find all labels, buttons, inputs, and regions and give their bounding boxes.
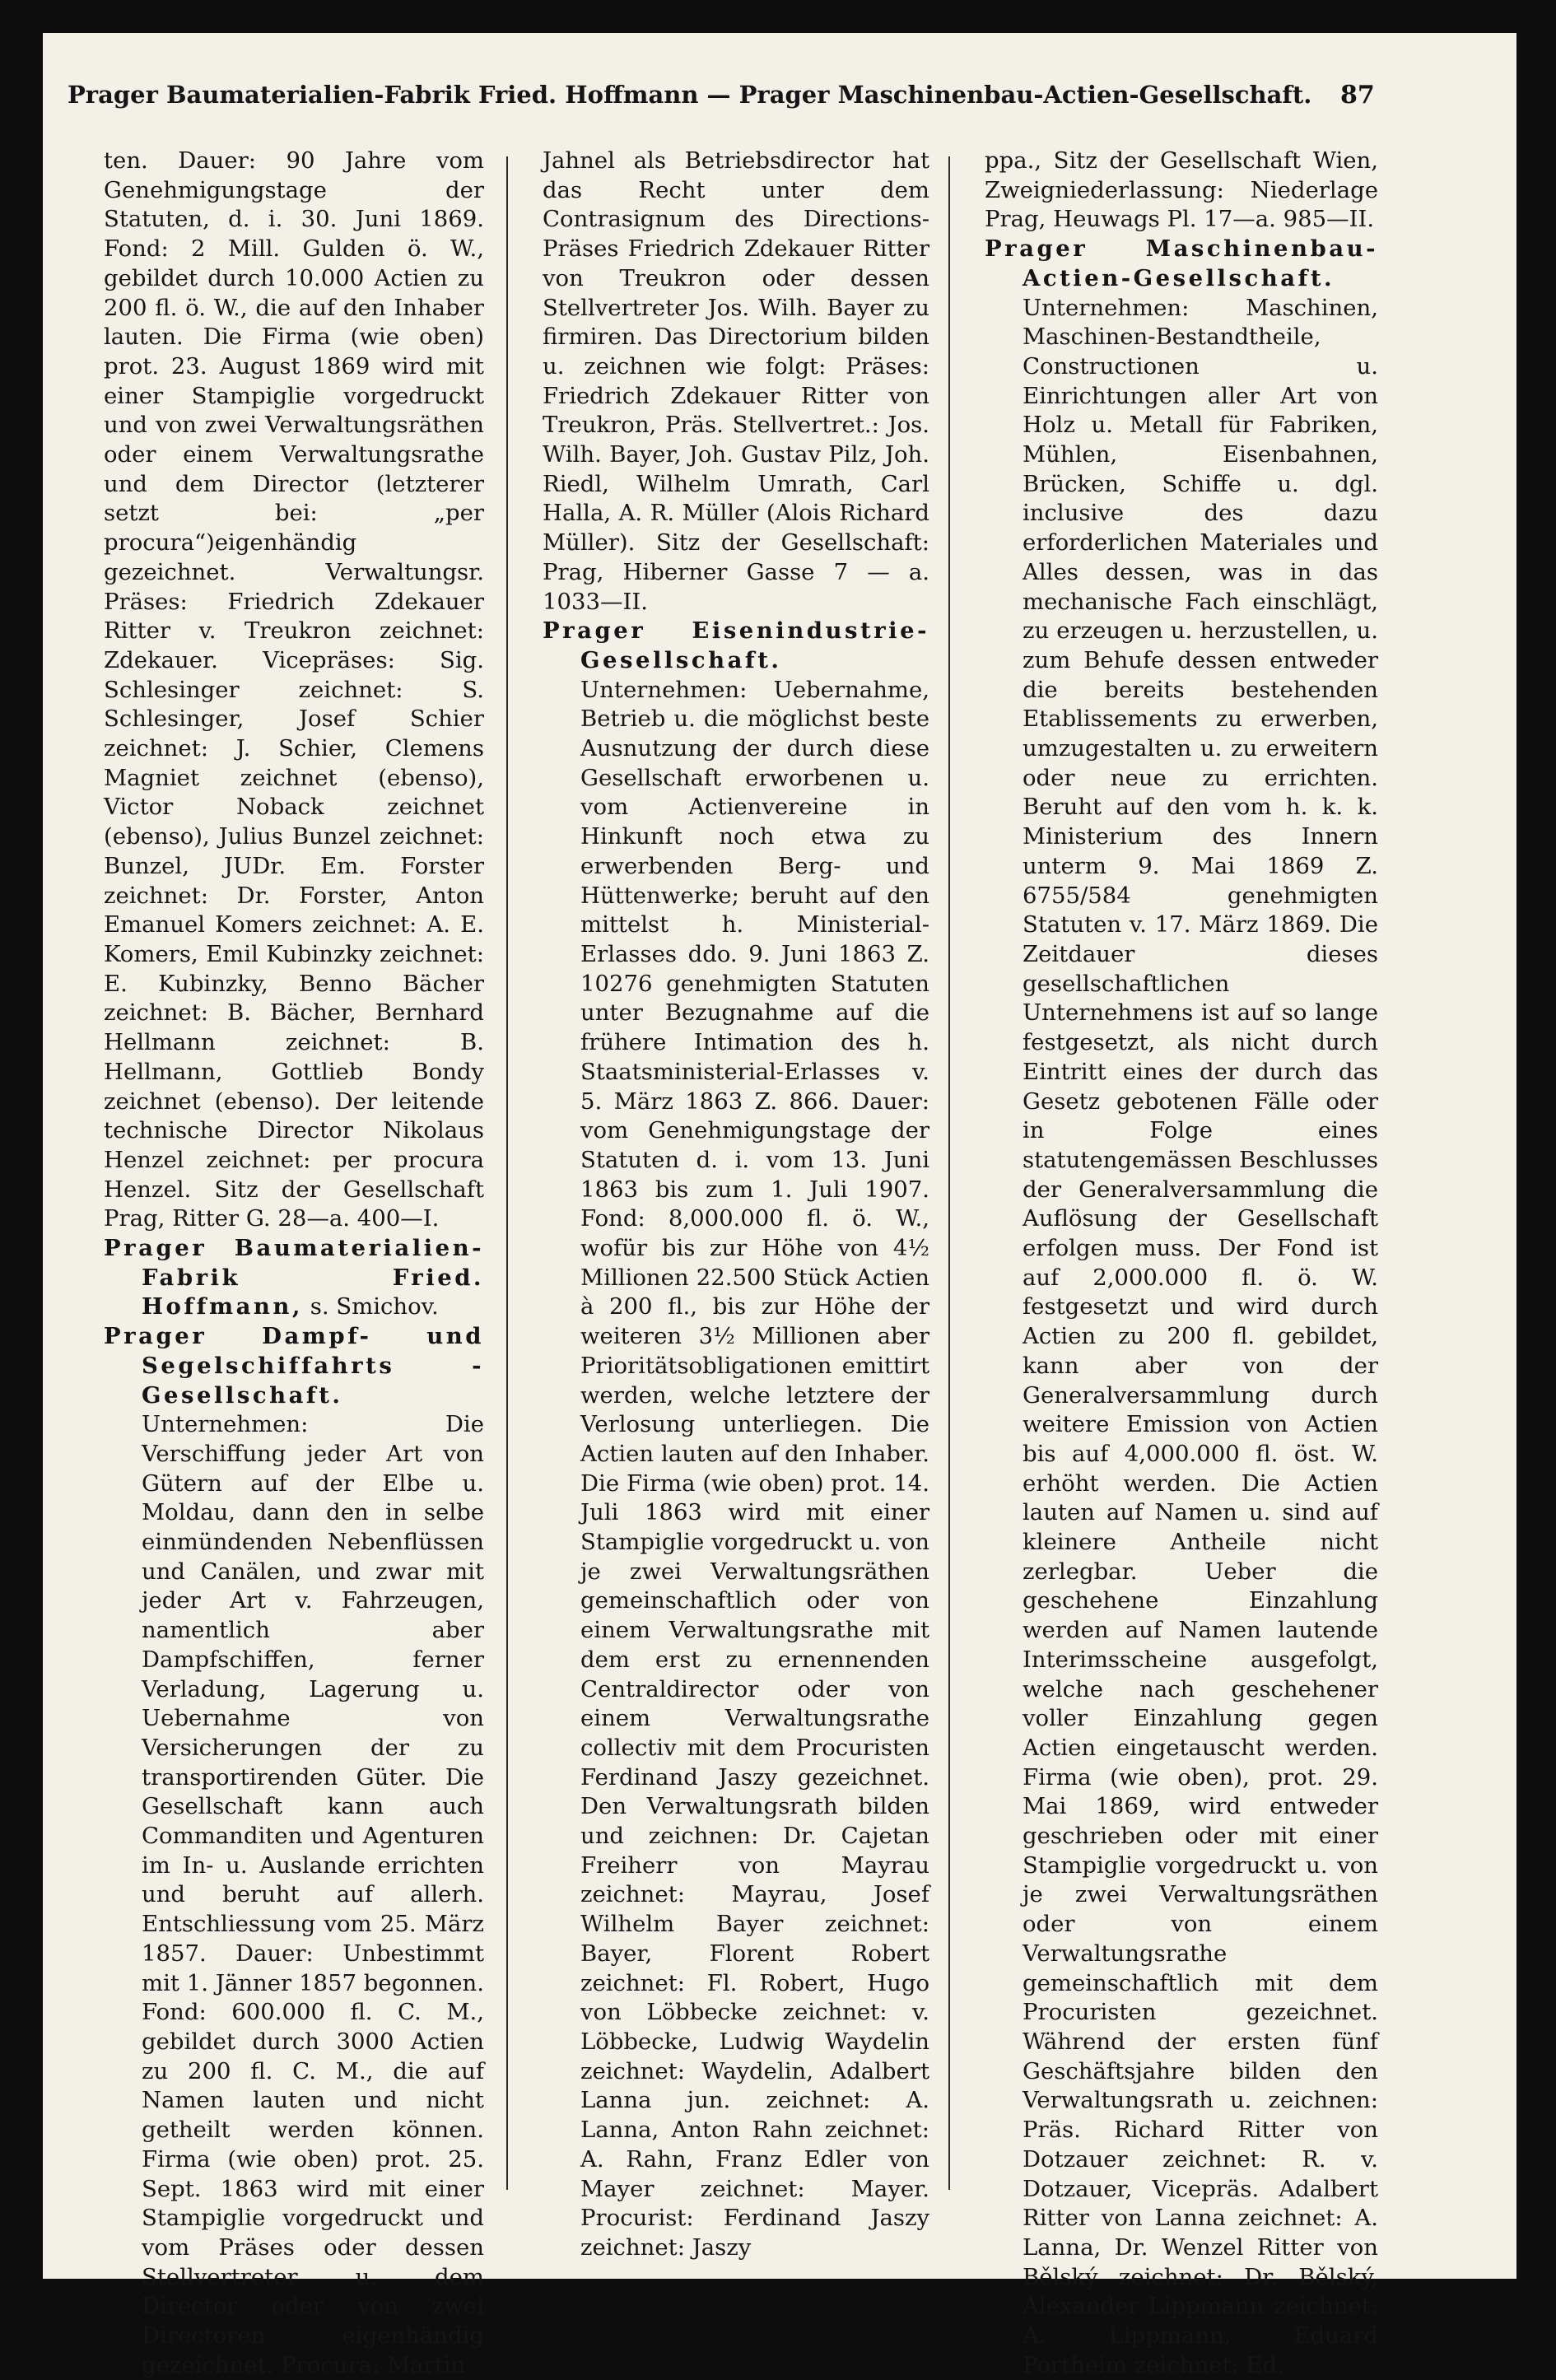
entry-text: Unternehmen: Maschinen, Maschinen-Bestandtheile, Constructionen u. Einrichtungen aller Art von Holz u. Metall für Fabriken, Mühlen, Eisenbahnen, Brücken, Schiffe u. dgl. inclusive des dazu erforderlichen Materiales und Alles dessen, was in das mechanische Fach einschlägt, zu erzeugen u. herzustellen, u. zum Behufe dessen entweder die bereits bestehenden Etablissements zu erwerben, umzugestalten u. zu erweitern oder neue zu errichten. Beruht auf den vom h. k. k. Ministerium des Innern unterm 9. Mai 1869 Z. 6755/584 genehmigten Statuten v. 17. März 1869. Die Zeitdauer dieses gesellschaftlichen Unternehmens ist auf so lange festgesetzt, als nicht durch Eintritt eines der durch das Gesetz gebotenen Fälle oder in Folge eines statutengemässen Beschlusses der Generalversammlung die Auflösung der Gesellschaft erfolgen muss. Der Fond ist auf 2,000.000 fl. ö. W. festgesetzt und wird durch Actien zu 200 fl. gebildet, kann aber von der Generalversammlung durch weitere Emission von Actien bis auf 4,000.000 fl. öst. W. erhöht werden. Die Actien lauten auf Namen u. sind auf kleinere Antheile nicht zerlegbar. Ueber die geschehene Einzahlung werden auf Namen lautende Interimsscheine ausgefolgt, welche nach geschehener voller Einzahlung gegen Actien eingetauscht werden. Firma (wie oben), prot. 29. Mai 1869, wird entweder geschrieben oder mit einer Stampiglie vorgedruckt u. von je zwei Verwaltungsräthen oder von einem Verwaltungsrathe gemeinschaftlich mit dem Procuristen gezeichnet. Während der ersten fünf Geschäftsjahre bilden den Verwaltungsrath u. zeichnen: Präs. Richard Ritter von Dotzauer zeichnet: R. v. Dotzauer, Vicepräs. Adalbert Ritter von Lanna zeichnet: A. Lanna, Dr. Wenzel Ritter von Bělský zeichnet: Dr. Bělský, Alexander Lippmann zeichnet: A. Lippmann, Eduard Portheim zeichnet: Ed. [1023,294,1378,2378]
company-name: Prager Baumaterialien-Fabrik Fried. Hoffmann, [104,1235,484,1320]
running-header: Prager Baumaterialien-Fabrik Fried. Hoffmann — Prager Maschinenbau-Actien-Gesellschaft. [68,81,1312,109]
company-name: Prager Eisenindustrie-Gesellschaft. [543,617,929,673]
column-divider [948,156,950,2190]
text-column-3 [985,147,1378,2380]
entry-text: s. Smichov. [302,1293,439,1320]
continuation-paragraph: ppa., Sitz der Gesellschaft Wien, Zweigniederlassung: Niederlage Prag, Heuwags Pl. 17—a. 985—II. [985,147,1378,233]
company-entry [985,235,1378,2380]
continuation-paragraph: ten. Dauer: 90 Jahre vom Genehmigungstage der Statuten, d. i. 30. Juni 1869. Fond: 2 Mill. Gulden ö. W., gebildet durch 10.000 Actien zu 200 fl. ö. W., die auf den Inhaber lauten. Die Firma (wie oben) prot. 23. August 1869 wird mit einer Stampiglie vorgedruckt und von zwei Verwaltungsräthen oder einem Verwaltungsrathe und dem Director (letzterer setzt bei: „per procura“)eigenhändig gezeichnet. Verwaltungsr. Präses: Friedrich Zdekauer Ritter v. Treukron zeichnet: Zdekauer. Vicepräses: Sig. Schlesinger zeichnet: S. Schlesinger, Josef Schier zeichnet: J. Schier, Clemens Magniet zeichnet (ebenso), Victor Noback zeichnet (ebenso), Julius Bunzel zeichnet: Bunzel, JUDr. Em. Forster zeichnet: Dr. Forster, Anton Emanuel Komers zeichnet: A. E. Komers, Emil Kubinzky zeichnet: E. Kubinzky, Benno Bächer zeichnet: B. Bächer, Bernhard Hellmann zeichnet: B. Hellmann, Gottlieb Bondy zeichnet (ebenso). Der leitende technische Director Nikolaus Henzel zeichnet: per procura Henzel. Sitz der Gesellschaft Prag, Ritter G. 28—a. 400—I. [104,147,484,1232]
company-entry [104,1322,484,2380]
column-divider [506,156,508,2190]
page-number: 87 [1340,81,1375,109]
entry-text: Unternehmen: Uebernahme, Betrieb u. die möglichst beste Ausnutzung der durch diese Gesellschaft erworbenen u. vom Actienvereine in Hinkunft noch etwa zu erwerbenden Berg- und Hüttenwerke; beruht auf den mittelst h. Ministerial-Erlasses ddo. 9. Juni 1863 Z. 10276 genehmigten Statuten unter Bezugnahme auf die frühere Intimation des h. Staatsministerial-Erlasses v. 5. März 1863 Z. 866. Dauer: vom Genehmigungstage der Statuten d. i. vom 13. Juni 1863 bis zum 1. Juli 1907. Fond: 8,000.000 fl. ö. W., wofür bis zur Höhe von 4½ Millionen 22.500 Stück Actien à 200 fl., bis zur Höhe der weiteren 3½ Millionen aber Prioritätsobligationen emittirt werden, welche letztere der Verlosung unterliegen. Die Actien lauten auf den Inhaber. Die Firma (wie oben) prot. 14. Juli 1863 wird mit einer Stampiglie vorgedruckt u. von je zwei Verwaltungsräthen gemeinschaftlich oder von einem Verwaltungsrathe mit dem erst zu ernennenden Centraldirector oder von einem Verwaltungsrathe collectiv mit dem Procuristen Ferdinand Jaszy gezeichnet. Den Verwaltungsrath bilden und zeichnen: Dr. Cajetan Freiherr von Mayrau zeichnet: Mayrau, Josef Wilhelm Bayer zeichnet: Bayer, Florent Robert zeichnet: Fl. Robert, Hugo von Löbbecke zeichnet: v. Löbbecke, Ludwig Waydelin zeichnet: Waydelin, Adalbert Lanna jun. zeichnet: A. Lanna, Anton Rahn zeichnet: A. Rahn, Franz Edler von Mayer zeichnet: Mayer. Procurist: Ferdinand Jaszy zeichnet: Jaszy [580,676,929,2261]
text-column-1 [104,147,484,2380]
company-entry [104,1234,484,1322]
continuation-paragraph: Jahnel als Betriebsdirector hat das Recht unter dem Contrasignum des Directions-Präses Friedrich Zdekauer Ritter von Treukron oder dessen Stellvertreter Jos. Wilh. Bayer zu firmiren. Das Directorium bilden u. zeichnen wie folgt: Präses: Friedrich Zdekauer Ritter von Treukron, Präs. Stellvertret.: Jos. Wilh. Bayer, Joh. Gustav Pilz, Joh. Riedl, Wilhelm Umrath, Carl Halla, A. R. Müller (Alois Richard Müller). Sitz der Gesellschaft: Prag, Hiberner Gasse 7 — a. 1033—II. [543,147,929,615]
company-entry [543,617,929,2262]
company-name: Prager Dampf- und Segelschiffahrts - Gesellschaft. [104,1323,484,1409]
company-name: Prager Maschinenbau-Actien-Gesellschaft. [985,235,1378,291]
entry-text: Unternehmen: Die Verschiffung jeder Art von Gütern auf der Elbe u. Moldau, dann den in selbe einmündenden Nebenflüssen und Canälen, und zwar mit jeder Art v. Fahrzeugen, namentlich aber Dampfschiffen, ferner Verladung, Lagerung u. Uebernahme von Versicherungen der zu transportirenden Güter. Die Gesellschaft kann auch Commanditen und Agenturen im In- u. Auslande errichten und beruht auf allerh. Entschliessung vom 25. März 1857. Dauer: Unbestimmt mit 1. Jänner 1857 begonnen. Fond: 600.000 fl. C. M., gebildet durch 3000 Actien zu 200 fl. C. M., die auf Namen lauten und nicht getheilt werden können. Firma (wie oben) prot. 25. Sept. 1863 wird mit einer Stampiglie vorgedruckt und vom Präses oder dessen Stellvertreter u. dem Director oder von zwei Directoren eigenhändig gezeichnet. Procura: Martin [142,1411,484,2378]
text-column-2 [543,147,929,2263]
